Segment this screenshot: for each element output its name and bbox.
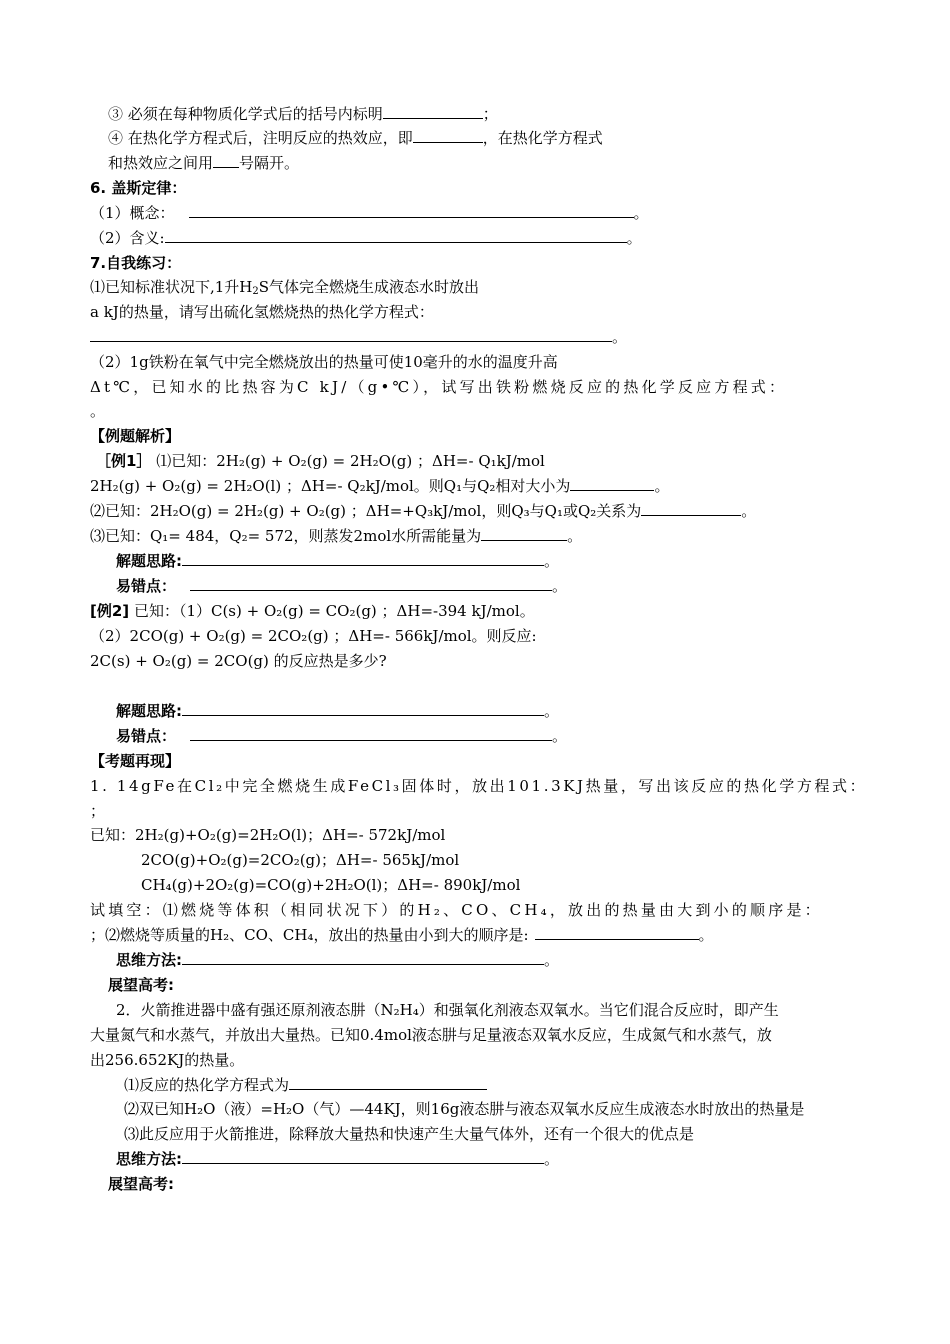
ex2-error-period: 。 [552, 727, 568, 745]
ex1-thinking [116, 551, 559, 571]
practice-q1-answer [90, 327, 627, 347]
exam-method-blank-2 [182, 1149, 544, 1164]
exam-known-eq1 [90, 825, 445, 845]
ex1-error-blank [190, 576, 552, 591]
rule-4-mid: ，在热化学方程式 [482, 129, 603, 147]
exam-q2-sub1-text: ⑴反应的热化学方程式为 [124, 1076, 290, 1094]
ex2-line3: 2C(s) + O₂(g) = 2CO(g) 的反应热是多少? [90, 652, 387, 670]
ex1-error [116, 576, 567, 596]
ex2-line1 [90, 601, 535, 621]
exam-q2-sub1 [124, 1075, 487, 1095]
exam-eq2: 2CO(g)+O₂(g)=2CO₂(g)；ΔH=- 565kJ/mol [141, 851, 460, 869]
hess-meaning-blank [165, 228, 627, 243]
ex1-error-label: 易错点： [116, 577, 177, 595]
hess-concept-label: （1）概念： [90, 204, 175, 222]
exam-eq1: 2H₂(g)+O₂(g)=2H₂O(l)；ΔH=- 572kJ/mol [135, 826, 446, 844]
ex2-thinking [116, 701, 559, 721]
ex1-label: ［例1］ [96, 452, 152, 470]
practice-q2-line3: 。 [90, 402, 106, 420]
ex2-error-label: 易错点： [116, 727, 177, 745]
rule-4-line2a: 和热效应之间用 [108, 154, 214, 172]
ex1-line1 [96, 451, 545, 471]
practice-q1-end: 。 [612, 328, 628, 346]
ex2-thinking-period: 。 [544, 702, 560, 720]
exam-eq3: CH₄(g)+2O₂(g)=CO(g)+2H₂O(l)；ΔH=- 890kJ/mol [141, 876, 521, 894]
ex1-line3-period: 。 [741, 502, 757, 520]
practice-q1-part-a: ⑴已知标准状况下,1升H [90, 278, 253, 296]
ex1-line1-text: ⑴已知：2H₂(g) + O₂(g) = 2H₂O(g) ；ΔH=- Q₁kJ/mol [156, 452, 545, 470]
hess-concept-period: 。 [633, 204, 649, 222]
ex1-thinking-blank [182, 551, 544, 566]
practice-q1-line2: a kJ的热量，请写出硫化氢燃烧热的热化学方程式： [90, 303, 434, 321]
ex1-error-period: 。 [552, 577, 568, 595]
rule-3-blank [383, 104, 483, 119]
ex1-blank1 [570, 476, 654, 491]
ex2-line2: （2）2CO(g) + O₂(g) = 2CO₂(g) ；ΔH=- 566kJ/mol。则反应: [90, 627, 537, 645]
ex1-blank3 [481, 526, 567, 541]
rule-3 [108, 104, 498, 124]
ex1-line3-text: ⑵已知：2H₂O(g) = 2H₂(g) + O₂(g) ；ΔH=+Q₃kJ/mol，则Q₃与Q₁或Q₂关系为 [90, 502, 642, 520]
hess-meaning-period: 。 [626, 229, 642, 247]
exam-method-period-2: 。 [544, 1150, 560, 1168]
ex1-blank2 [641, 501, 741, 516]
exam-known-label: 已知： [90, 826, 136, 844]
exam-fill-line2 [90, 925, 714, 945]
rule-3-end: ； [482, 105, 498, 123]
ex1-line4-text: ⑶已知：Q₁= 484，Q₂= 572，则蒸发2mol水所需能量为 [90, 527, 482, 545]
practice-q1-sub: 2 [252, 286, 259, 297]
ex1-line2-text: 2H₂(g) + O₂(g) = 2H₂O(l) ；ΔH=- Q₂kJ/mol。则Q₁与Q₂相对大小为 [90, 477, 571, 495]
ex2-error-blank [190, 726, 552, 741]
ex1-thinking-period: 。 [544, 552, 560, 570]
rule-4-blank [413, 128, 483, 143]
exam-q2-sub3: ⑶此反应用于火箭推进，除释放大量热和快速产生大量气体外，还有一个很大的优点是 [124, 1125, 695, 1143]
hess-heading: 6. 盖斯定律： [90, 179, 187, 197]
practice-q2-line2: Δt℃，已知水的比热容为C kJ/（g•℃），试写出铁粉燃烧反应的热化学反应方程式： [90, 378, 788, 396]
rule-4 [108, 128, 603, 148]
hess-meaning-label: （2）含义: [90, 229, 165, 247]
practice-heading: 7.自我练习： [90, 254, 182, 272]
exam-method-1 [116, 950, 559, 970]
exam-method-label-2: 思维方法: [116, 1150, 182, 1168]
exam-q2-sub2: ⑵双已知H₂O（液）=H₂O（气）—44KJ，则16g液态肼与液态双氧水反应生成液态水时放出的热量是 [124, 1100, 805, 1118]
exam-q2-line1: 2．火箭推进器中盛有强还原剂液态肼（N₂H₄）和强氧化剂液态双氧水。当它们混合反应时，即产生 [116, 1001, 779, 1019]
examples-heading: 【例题解析】 [90, 427, 181, 445]
ex1-line3 [90, 501, 756, 521]
exam-method-blank-1 [182, 950, 544, 965]
practice-q2-line1: （2）1g铁粉在氧气中完全燃烧放出的热量可使10毫升的水的温度升高 [90, 353, 558, 371]
ex1-line2 [90, 476, 669, 496]
hess-concept [90, 203, 649, 223]
exam-fill-period: 。 [698, 926, 714, 944]
ex1-line2-period: 。 [654, 477, 670, 495]
exam-q2-line3: 出256.652KJ的热量。 [90, 1051, 245, 1069]
exam-heading: 【考题再现】 [90, 752, 181, 770]
exam-outlook-2: 展望高考: [108, 1175, 174, 1193]
practice-q1-line1 [90, 277, 479, 297]
exam-fill-line1: 试填空：⑴燃烧等体积（相同状况下）的H₂、CO、CH₄，放出的热量由大到小的顺序是： [90, 901, 823, 919]
ex2-thinking-blank [182, 701, 544, 716]
exam-q1-line1: 1. 14gFe在Cl₂中完全燃烧生成FeCl₃固体时，放出101.3KJ热量，写出该反应的热化学方程式： [90, 777, 868, 795]
exam-outlook-1: 展望高考: [108, 976, 174, 994]
exam-method-2 [116, 1149, 559, 1169]
ex1-line4 [90, 526, 582, 546]
hess-concept-blank [189, 203, 634, 218]
ex1-line4-period: 。 [567, 527, 583, 545]
practice-q1-part-b: S气体完全燃烧生成液态水时放出 [258, 278, 480, 296]
rule-4-blank2 [213, 153, 239, 168]
rule-3-text: ③ 必须在每种物质化学式后的括号内标明 [108, 105, 383, 123]
rule-4-line2 [108, 153, 299, 173]
exam-q2-sub1-blank [289, 1075, 487, 1090]
ex2-line1-text: 已知：（1）C(s) + O₂(g) = CO₂(g) ；ΔH=-394 kJ/mol。 [133, 602, 535, 620]
exam-method-label-1: 思维方法: [116, 951, 182, 969]
practice-q1-blank [90, 327, 612, 342]
ex2-thinking-label: 解题思路: [116, 702, 182, 720]
exam-q1-line2: ； [90, 802, 106, 820]
ex1-thinking-label: 解题思路: [116, 552, 182, 570]
exam-fill-line2-text: ；⑵燃烧等质量的H₂、CO、CH₄，放出的热量由小到大的顺序是: [90, 926, 529, 944]
rule-4-text: ④ 在热化学方程式后，注明反应的热效应，即 [108, 129, 413, 147]
hess-meaning [90, 228, 642, 248]
ex2-error [116, 726, 567, 746]
exam-q2-line2: 大量氮气和水蒸气，并放出大量热。已知0.4mol液态肼与足量液态双氧水反应，生成氮气和水蒸气，放 [90, 1026, 772, 1044]
rule-4-line2b: 号隔开。 [239, 154, 300, 172]
exam-method-period-1: 。 [544, 951, 560, 969]
ex2-label: [例2] [90, 602, 130, 620]
exam-fill-blank [535, 925, 699, 940]
